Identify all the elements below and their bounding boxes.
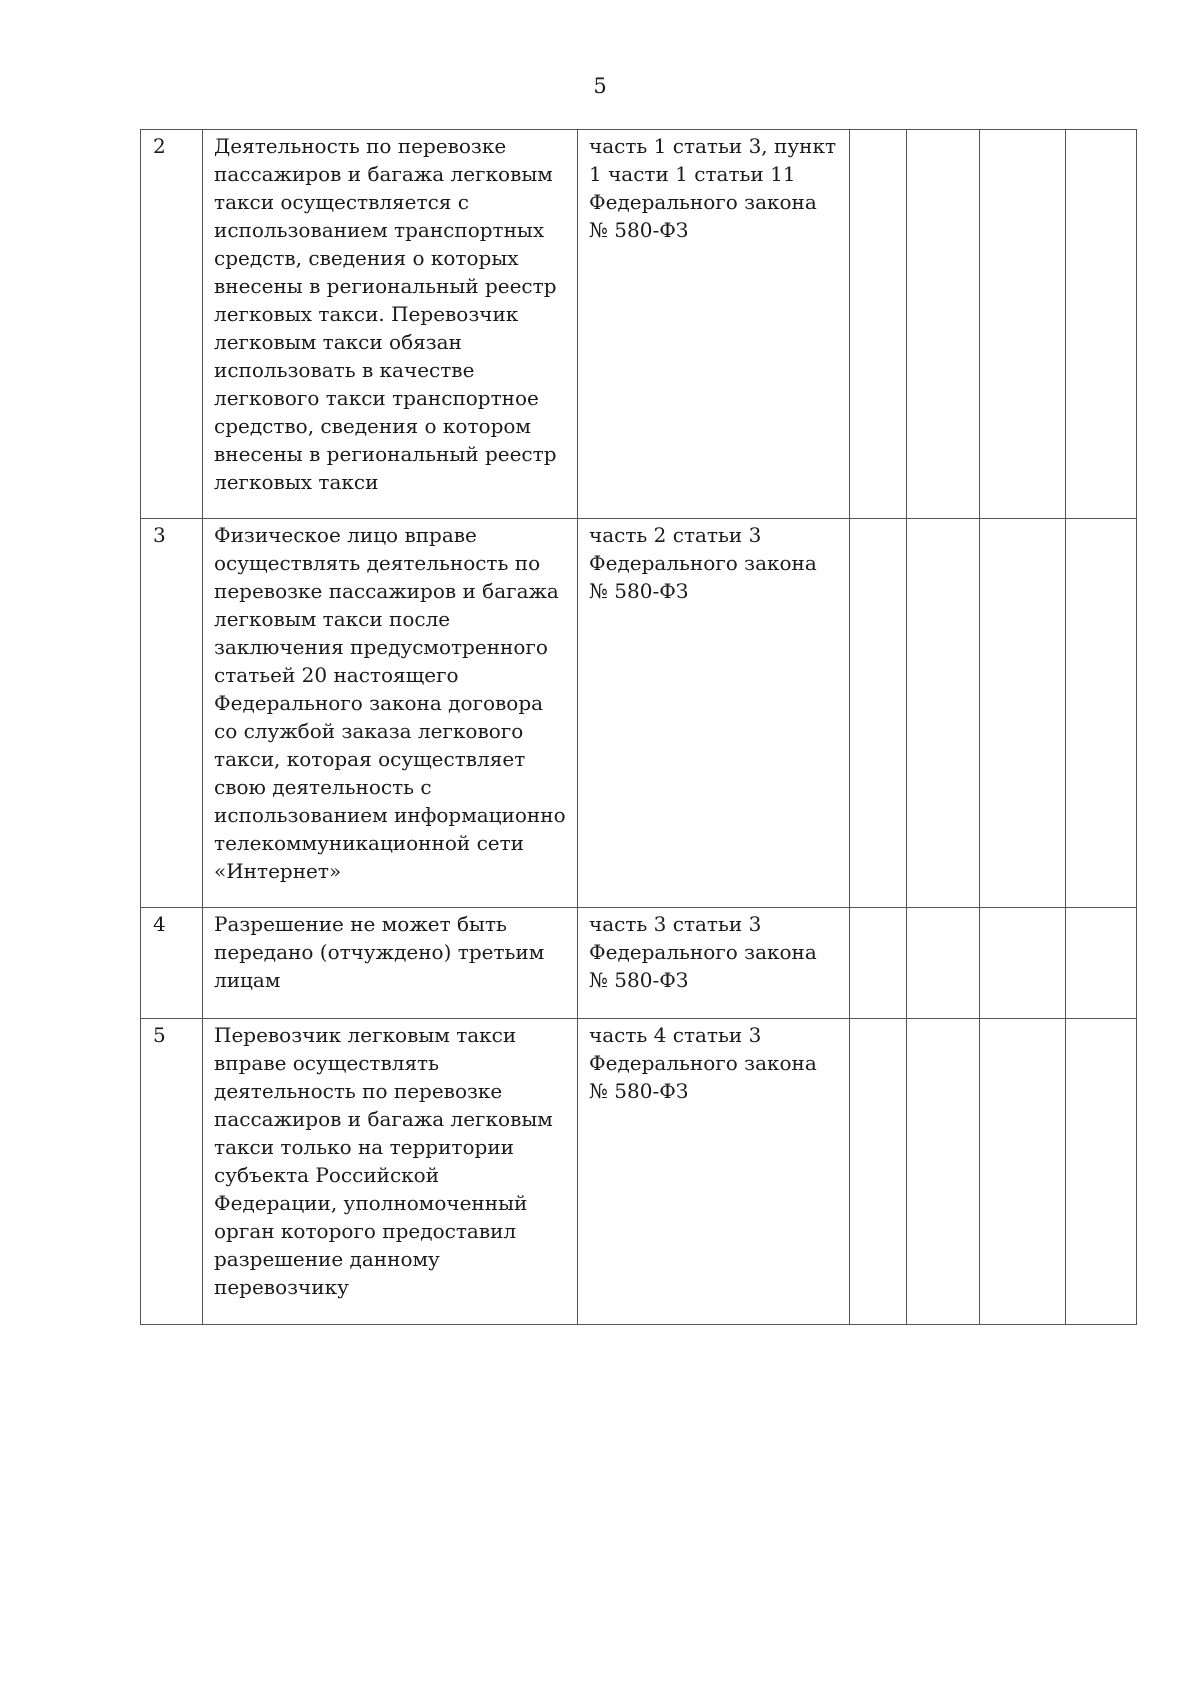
row-number: 5 xyxy=(153,1023,166,1047)
empty-cell xyxy=(850,908,907,1019)
legal-reference: часть 3 статьи 3 Федерального закона № 580-ФЗ xyxy=(589,912,817,992)
empty-cell xyxy=(850,519,907,908)
reference-cell xyxy=(578,130,850,519)
legal-reference: часть 2 статьи 3 Федерального закона № 580-ФЗ xyxy=(589,523,817,603)
reference-cell xyxy=(578,908,850,1019)
empty-cell xyxy=(980,1019,1066,1325)
table-row xyxy=(141,130,1137,519)
row-number: 2 xyxy=(153,134,166,158)
requirement-text: Деятельность по перевозке пассажиров и багажа легковым такси осуществляется с использованием транспортных средств, сведения о которых внесены в региональный реестр легковых такси. Перевозчик легковым такси обязан использовать в качестве легкового такси транспортное средство, сведения о котором внесены в региональный реестр легковых такси xyxy=(214,134,557,494)
empty-cell xyxy=(907,908,980,1019)
empty-cell xyxy=(907,130,980,519)
table-row xyxy=(141,908,1137,1019)
empty-cell xyxy=(1066,908,1137,1019)
empty-cell xyxy=(907,519,980,908)
empty-cell xyxy=(907,1019,980,1325)
row-number: 4 xyxy=(153,912,166,936)
requirement-text: Перевозчик легковым такси вправе осуществлять деятельность по перевозке пассажиров и багажа легковым такси только на территории субъекта Российской Федерации, уполномоченный орган которого предоставил разрешение данному перевозчику xyxy=(214,1023,553,1299)
empty-cell xyxy=(1066,1019,1137,1325)
row-number-cell xyxy=(141,130,203,519)
requirement-cell xyxy=(203,1019,578,1325)
row-number-cell xyxy=(141,908,203,1019)
requirement-cell xyxy=(203,519,578,908)
empty-cell xyxy=(1066,130,1137,519)
row-number-cell xyxy=(141,1019,203,1325)
requirement-text: Разрешение не может быть передано (отчуждено) третьим лицам xyxy=(214,912,545,992)
row-number-cell xyxy=(141,519,203,908)
legal-reference: часть 4 статьи 3 Федерального закона № 580-ФЗ xyxy=(589,1023,817,1103)
reference-cell xyxy=(578,519,850,908)
row-number: 3 xyxy=(153,523,166,547)
empty-cell xyxy=(850,1019,907,1325)
empty-cell xyxy=(980,519,1066,908)
table-row xyxy=(141,1019,1137,1325)
legal-reference: часть 1 статьи 3, пункт 1 части 1 статьи 11 Федерального закона № 580-ФЗ xyxy=(589,134,837,242)
empty-cell xyxy=(1066,519,1137,908)
empty-cell xyxy=(980,130,1066,519)
table-row xyxy=(141,519,1137,908)
requirement-cell xyxy=(203,130,578,519)
requirements-table xyxy=(140,129,1137,1325)
page-number: 5 xyxy=(593,74,607,98)
empty-cell xyxy=(980,908,1066,1019)
empty-cell xyxy=(850,130,907,519)
reference-cell xyxy=(578,1019,850,1325)
requirement-cell xyxy=(203,908,578,1019)
requirement-text: Физическое лицо вправе осуществлять деятельность по перевозке пассажиров и багажа легковым такси после заключения предусмотренного статьей 20 настоящего Федерального закона договора со службой заказа легкового такси, которая осуществляет свою деятельность с использованием информационно телекоммуникационной сети «Интернет» xyxy=(214,523,566,883)
